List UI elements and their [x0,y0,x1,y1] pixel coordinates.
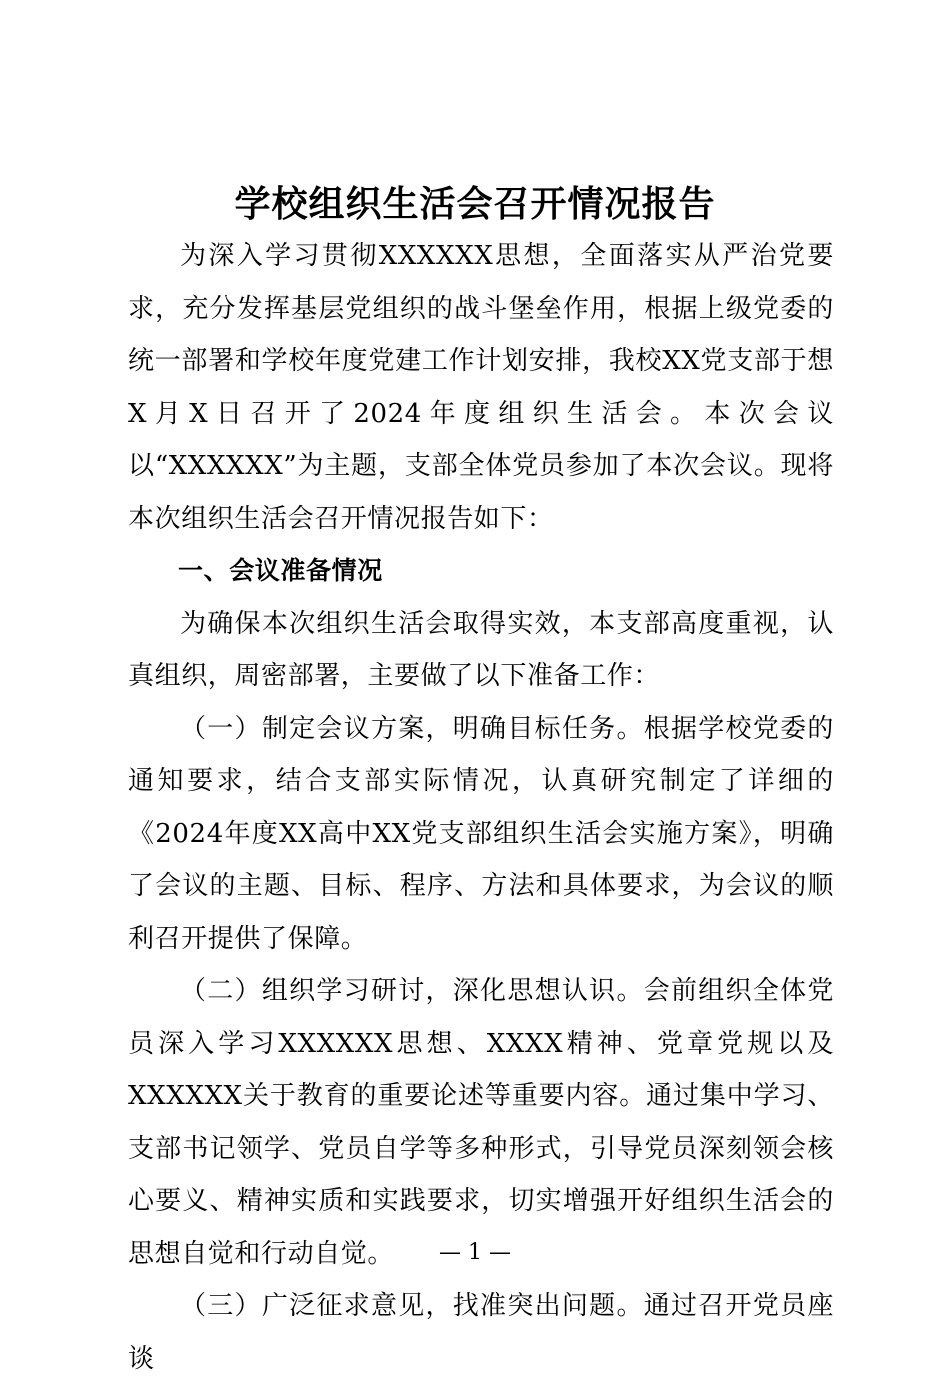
item-paragraph-1: （一）制定会议方案，明确目标任务。根据学校党委的通知要求，结合支部实际情况，认真研究制定了详细的《2024年度XX高中XX党支部组织生活会实施方案》，明确了会议的主题、目标、程序、方法和具体要求，为会议的顺利召开提供了保障。 [128,713,834,954]
item-paragraph-2: （二）组织学习研讨，深化思想认识。会前组织全体党员深入学习XXXXXX思想、XXXX精神、党章党规以及XXXXXX关于教育的重要论述等重要内容。通过集中学习、支部书记领学、党员自学等多种形式，引导党员深刻领会核心要义、精神实质和实践要求，切实增强开好组织生活会的思想自觉和行动自觉。 [128,976,834,1269]
item-paragraph-3: （三）广泛征求意见，找准突出问题。通过召开党员座谈 [128,1291,834,1374]
section-heading: 一、会议准备情况 [178,556,383,585]
document-title: 学校组织生活会召开情况报告 [234,183,716,225]
document-body [128,230,834,1385]
intro-paragraph: 为深入学习贯彻XXXXXX思想，全面落实从严治党要求，充分发挥基层党组织的战斗堡垒作用，根据上级党委的统一部署和学校年度党建工作计划安排，我校XX党支部于想X月X日召开了2024年度组织生活会。本次会议以“XXXXXX”为主题，支部全体党员参加了本次会议。现将本次组织生活会召开情况报告如下： [128,241,834,534]
page-number: — 1 — [439,1240,511,1265]
section-paragraph: 为确保本次组织生活会取得实效，本支部高度重视，认真组织，周密部署，主要做了以下准备工作： [128,608,834,691]
